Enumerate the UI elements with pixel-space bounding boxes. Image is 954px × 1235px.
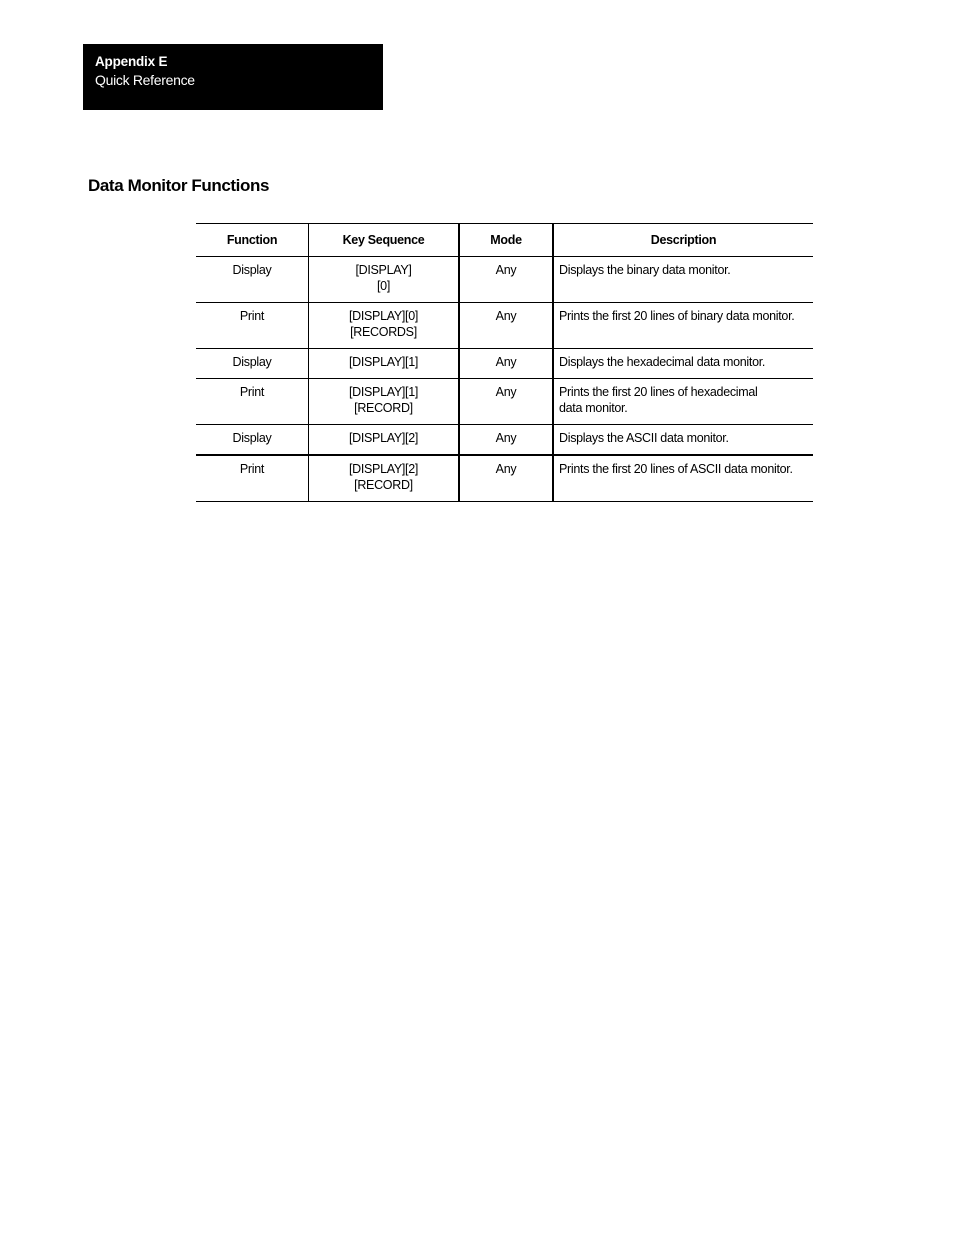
function-cell: Display: [196, 349, 309, 379]
description-line: data monitor.: [559, 401, 628, 415]
function-cell: Print: [196, 303, 309, 349]
key-sequence-line: [RECORD]: [354, 401, 413, 415]
section-title: Data Monitor Functions: [88, 176, 270, 195]
mode-cell: Any: [459, 349, 553, 379]
description-cell: [553, 303, 813, 349]
function-cell: Display: [196, 257, 309, 303]
description-cell: [553, 257, 813, 303]
appendix-label: Appendix E: [95, 54, 168, 69]
key-sequence-cell: [309, 257, 460, 303]
key-sequence-cell: [309, 425, 460, 456]
key-sequence-line: [DISPLAY][1]: [348, 355, 419, 369]
key-sequence-cell: [309, 349, 460, 379]
key-sequence-cell: [309, 455, 460, 502]
column-header-mode: Mode: [459, 224, 553, 257]
table-row: [196, 455, 813, 502]
table-row: [196, 349, 813, 379]
data-monitor-table: [196, 223, 813, 502]
mode-cell: Any: [459, 425, 553, 456]
key-sequence-line: [DISPLAY][2]: [348, 462, 419, 476]
table-row: [196, 425, 813, 456]
mode-cell: Any: [459, 455, 553, 502]
appendix-header: [83, 44, 383, 110]
function-cell: Print: [196, 379, 309, 425]
description-cell: [553, 349, 813, 379]
appendix-subtitle: Quick Reference: [95, 72, 195, 88]
key-sequence-line: [DISPLAY][2]: [348, 431, 419, 445]
mode-cell: Any: [459, 257, 553, 303]
column-header-function: Function: [196, 224, 309, 257]
column-header-key-sequence: Key Sequence: [309, 224, 460, 257]
key-sequence-line: [DISPLAY]: [355, 263, 412, 277]
key-sequence-line: [DISPLAY][0]: [348, 309, 419, 323]
description-line: Prints the first 20 lines of ASCII data monitor.: [559, 462, 793, 476]
table-row: [196, 257, 813, 303]
description-cell: [553, 455, 813, 502]
table-header-row: [196, 224, 813, 257]
description-cell: [553, 379, 813, 425]
key-sequence-cell: [309, 303, 460, 349]
function-cell: Print: [196, 455, 309, 502]
table-row: [196, 303, 813, 349]
table-row: [196, 379, 813, 425]
key-sequence-line: [RECORDS]: [350, 325, 417, 339]
mode-cell: Any: [459, 303, 553, 349]
description-line: Prints the first 20 lines of hexadecimal: [559, 385, 758, 399]
key-sequence-cell: [309, 379, 460, 425]
key-sequence-line: [0]: [377, 279, 390, 293]
function-cell: Display: [196, 425, 309, 456]
mode-cell: Any: [459, 379, 553, 425]
column-header-description: Description: [553, 224, 813, 257]
key-sequence-line: [DISPLAY][1]: [348, 385, 419, 399]
description-line: Displays the binary data monitor.: [559, 263, 731, 277]
description-line: Displays the ASCII data monitor.: [559, 431, 729, 445]
description-line: Prints the first 20 lines of binary data monitor.: [559, 309, 795, 323]
description-line: Displays the hexadecimal data monitor.: [559, 355, 766, 369]
key-sequence-line: [RECORD]: [354, 478, 413, 492]
description-cell: [553, 425, 813, 456]
